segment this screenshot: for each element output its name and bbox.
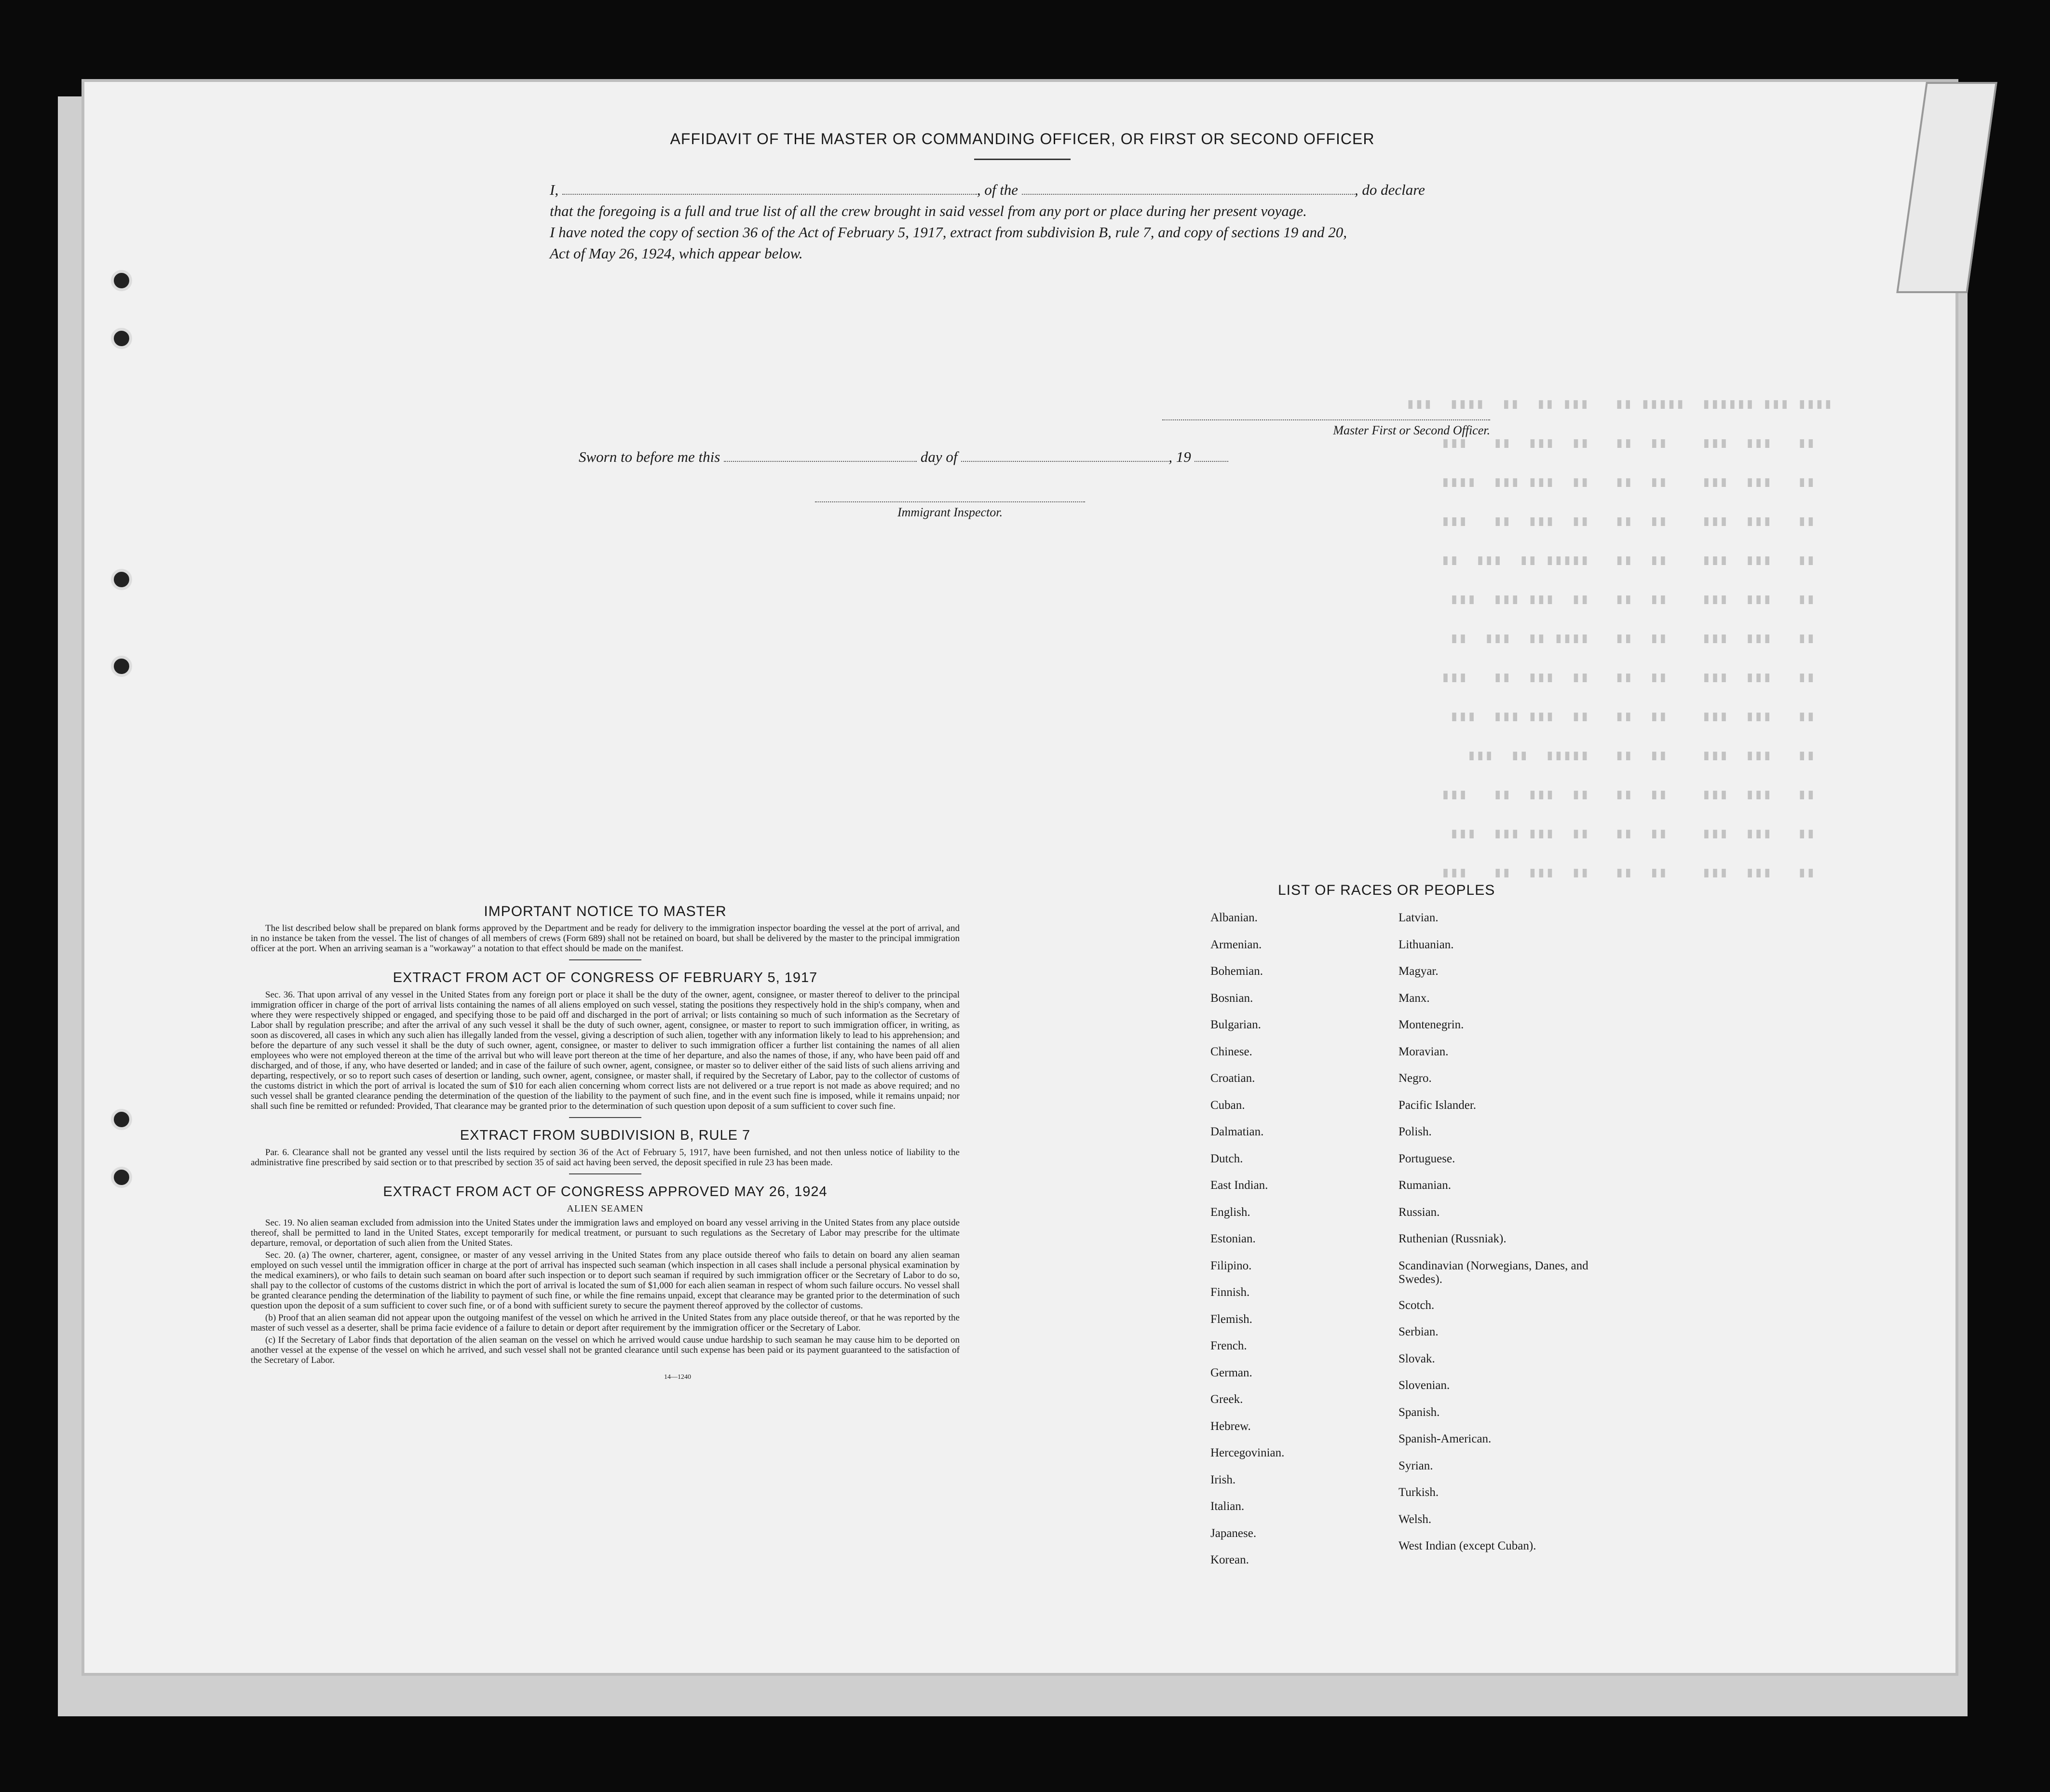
sworn-label: Sworn to before me this (579, 448, 720, 465)
race-item: Dutch. (1210, 1152, 1243, 1165)
binder-hole (111, 569, 132, 590)
race-item: Albanian. (1210, 911, 1258, 924)
race-item: Japanese. (1210, 1526, 1257, 1540)
race-item: West Indian (except Cuban). (1398, 1539, 1536, 1552)
vessel-name-field[interactable] (1022, 182, 1355, 195)
race-item: East Indian. (1210, 1179, 1268, 1192)
section-body: (b) Proof that an alien seaman did not appear upon the outgoing manifest of the vessel on which he arrived in the United States from any place outside thereof, or that he was reported by the master of such vessel as a deserter, shall be prima facie evidence of a failure to detain or deport after requirement by the immigration officer or the Secretary of Labor. (251, 1313, 960, 1333)
race-item: Magyar. (1398, 965, 1439, 978)
race-item: Portuguese. (1398, 1152, 1455, 1165)
race-item: French. (1210, 1339, 1247, 1352)
race-item: Italian. (1210, 1500, 1245, 1513)
race-item: Scotch. (1398, 1298, 1435, 1312)
race-item: Montenegrin. (1398, 1018, 1464, 1031)
section-title: EXTRACT FROM ACT OF CONGRESS APPROVED MAY 26, 1924 (383, 1184, 828, 1199)
master-signature-line[interactable]: Master First or Second Officer. (1162, 419, 1490, 438)
race-item: Slovenian. (1398, 1379, 1450, 1392)
race-item: Irish. (1210, 1473, 1236, 1486)
race-item: Syrian. (1398, 1459, 1433, 1472)
race-item: Finnish. (1210, 1286, 1250, 1299)
race-item: Estonian. (1210, 1232, 1256, 1245)
affidavit-statement: Act of May 26, 1924, which appear below. (550, 245, 803, 262)
race-item: Pacific Islander. (1398, 1098, 1477, 1112)
race-item: Latvian. (1398, 911, 1439, 924)
race-item: Bulgarian. (1210, 1018, 1261, 1031)
race-item: Russian. (1398, 1205, 1440, 1219)
divider (974, 159, 1071, 160)
section-body: (c) If the Secretary of Labor finds that deportation of the alien seaman on the vessel on which he arrived would cause undue hardship to such seaman he may cause him to be deported on another vessel at the expense of the vessel on which he arrived, and such vessel shall not be granted clearance until such expense has been paid or its payment guaranteed to the satisfaction of the Secretary of Labor. (251, 1335, 960, 1365)
binder-hole (111, 1109, 132, 1130)
race-item: Rumanian. (1398, 1179, 1452, 1192)
race-item: Armenian. (1210, 938, 1262, 951)
races-section (1206, 882, 1640, 1566)
races-column-right (1398, 911, 1630, 1566)
binder-hole (111, 656, 132, 677)
binder-holes (111, 231, 140, 1196)
race-item: German. (1210, 1366, 1252, 1379)
section-body: Sec. 20. (a) The owner, charterer, agent, consignee, or master of any vessel arriving in the United States from any place outside thereof who fails to detain on board any alien seaman employed on such vessel until the immigration officer in charge at the port of arrival has inspected such seaman (which inspection in all cases shall include a personal physical examination by the medical examiners), or who fails to detain such seaman on board after such inspection or to deport such seaman if required by such immigration officer or the Secretary of Labor to do so, shall pay to the collector of customs of the customs district in which the port of arrival is located the sum of $1,000 for each alien seaman in respect of whom such failure occurs. No vessel shall be granted clearance pending the determination of the liability to payment of such fine, or while the fine remains unpaid, except that clearance may be granted prior to the determination of such question upon the deposit of a sum sufficient to cover such fine, or of a bond with sufficient surety to secure the payment thereof approved by the collector of customs. (251, 1250, 960, 1311)
affidavit-title: AFFIDAVIT OF THE MASTER OR COMMANDING OFFICER, OR FIRST OR SECOND OFFICER (670, 130, 1375, 148)
binder-hole (111, 328, 132, 349)
divider (569, 959, 641, 960)
section-body: Par. 6. Clearance shall not be granted any vessel until the lists required by section 36 of the Act of February 5, 1917, have been furnished, and not then unless notice of liability to the administrative fine prescribed by said section or to that prescribed by section 35 of said act having been served, the deposit specified in rule 23 has been made. (251, 1147, 960, 1168)
race-item: Polish. (1398, 1125, 1432, 1138)
declarant-label: I, (550, 181, 559, 198)
race-item: Korean. (1210, 1553, 1249, 1566)
day-of-label: day of (920, 448, 958, 465)
year-label: , 19 (1168, 448, 1191, 465)
races-column-left (1210, 911, 1284, 1580)
race-item: Dalmatian. (1210, 1125, 1264, 1138)
race-item: Negro. (1398, 1072, 1432, 1085)
race-item: Moravian. (1398, 1045, 1449, 1058)
race-item: Spanish. (1398, 1405, 1440, 1419)
inspector-signature-line[interactable]: Immigrant Inspector. (815, 501, 1085, 520)
vessel-label: , of the (977, 181, 1018, 198)
declarant-name-field[interactable] (562, 182, 977, 195)
race-item: Ruthenian (Russniak). (1398, 1232, 1507, 1245)
section-body: Sec. 36. That upon arrival of any vessel in the United States from any foreign port or place it shall be the duty of the owner, agent, consignee, or master thereof to deliver to the principal immigration officer in charge of the port of arrival lists containing the names of all aliens employed on such vessel, stating the positions they respectively hold in the ship's company, when and where they were respectively shipped or engaged, and specifying those to be paid off and discharged in the port of arrival; or lists containing so much of such information as the Secretary of Labor shall by regulation prescribe; and after the arrival of any such vessel it shall be the duty of such owner, agent, consignee, or master to report to such immigration officer, in writing, as soon as discovered, all cases in which any such alien has illegally landed from the vessel, giving a description of such alien, together with any information likely to lead to his apprehension; and before the departure of any such vessel it shall be the duty of such owner, agent, consignee, or master to deliver to such immigration officer a further list containing the names of all alien employees who were not employed thereon at the time of the arrival but who will leave port thereon at the time of her departure, and also the names of those, if any, who have been paid off and discharged, and of those, if any, who have deserted or landed; and in case of the failure of such owner, agent, consignee, or master so to deliver either of the said lists of such aliens arriving and departing, respectively, or so to report such cases of desertion or landing, such owner, agent, consignee, or master shall, if required by the Secretary of Labor, pay to the collector of customs of the customs district in which the port of arrival is located the sum of $10 for each alien concerning whom correct lists are not delivered or a true report is not made as above required; and no such vessel shall be granted clearance pending the determination of the question of the liability to the payment of such fine, and in the event such fine is imposed, while it remains unpaid; nor shall such fine be remitted or refunded: Provided, That clearance may be granted prior to the determination of such question upon deposit of a sum sufficient to cover such fine. (251, 990, 960, 1111)
bleed-through-crew-list: ▮▮▮▮ ▮▮▮ ▮▮▮▮▮▮ ▮▮▮▮▮ ▮▮ ▮▮▮ ▮▮ ▮▮ ▮▮▮▮ ▮▮▮ ▮▮ ▮▮▮ ▮▮▮ ▮▮ ▮▮ ▮▮ ▮▮▮ ▮▮ ▮▮▮ ▮▮ ▮▮▮ ▮▮▮ ▮▮ ▮▮ ▮▮ ▮▮▮ ▮▮▮ ▮▮▮▮ ▮▮ ▮▮▮ ▮▮▮ ▮▮ ▮▮ ▮▮ ▮▮▮ ▮▮ ▮▮▮ ▮▮ ▮▮▮ ▮▮▮ ▮▮ ▮▮ ▮▮▮▮▮ ▮▮ ▮▮▮ ▮▮ ▮▮ ▮▮▮ ▮▮▮ ▮▮ ▮▮ ▮▮ ▮▮▮ ▮▮▮ ▮▮▮ ▮▮ ▮▮▮ ▮▮▮ ▮▮ ▮▮ ▮▮▮▮ ▮▮ ▮▮▮ ▮▮ ▮▮ ▮▮▮ ▮▮▮ ▮▮ ▮▮ ▮▮ ▮▮▮ ▮▮ ▮▮▮ ▮▮ ▮▮▮ ▮▮▮ ▮▮ ▮▮ ▮▮ ▮▮▮ ▮▮▮ ▮▮▮ ▮▮ ▮▮▮ ▮▮▮ ▮▮ ▮▮ ▮▮▮▮▮ ▮▮ ▮▮▮ ▮▮ ▮▮▮ ▮▮▮ ▮▮ ▮▮ ▮▮ ▮▮▮ ▮▮ ▮▮▮ ▮▮ ▮▮▮ ▮▮▮ ▮▮ ▮▮ ▮▮ ▮▮▮ ▮▮▮ ▮▮▮ ▮▮ ▮▮▮ ▮▮▮ ▮▮ ▮▮ ▮▮ ▮▮▮ ▮▮ ▮▮▮ (1406, 397, 1833, 882)
section-subtitle: ALIEN SEAMEN (567, 1203, 644, 1214)
divider (569, 1173, 641, 1174)
race-item: Bosnian. (1210, 991, 1253, 1005)
race-item: Bohemian. (1210, 965, 1263, 978)
race-item: English. (1210, 1205, 1250, 1219)
affidavit-statement: I have noted the copy of section 36 of the Act of February 5, 1917, extract from subdivision B, rule 7, and copy of sections 19 and 20, (550, 224, 1347, 241)
race-item: Welsh. (1398, 1512, 1432, 1526)
section-title: EXTRACT FROM ACT OF CONGRESS OF FEBRUARY 5, 1917 (393, 970, 818, 985)
races-title: LIST OF RACES OR PEOPLES (1278, 882, 1495, 898)
section-body: Sec. 19. No alien seaman excluded from admission into the United States under the immigration laws and employed on board any vessel arriving in the United States from any place outside thereof, shall be permitted to land in the United States, except temporarily for medical treatment, or pursuant to such regulations as the Secretary of Labor may prescribe for the ultimate departure, removal, or deportation of such alien from the United States. (251, 1218, 960, 1248)
race-item: Lithuanian. (1398, 938, 1454, 951)
race-item: Spanish-American. (1398, 1432, 1492, 1445)
affidavit-statement: that the foregoing is a full and true list of all the crew brought in said vessel from any port or place during her present voyage. (550, 202, 1307, 219)
section-title: EXTRACT FROM SUBDIVISION B, RULE 7 (460, 1128, 751, 1143)
affidavit-section (550, 130, 1495, 519)
notice-body: The list described below shall be prepared on blank forms approved by the Department and be ready for delivery to the immigration inspector boarding the vessel at the port of arrival, and in no instance be taken from the vessel. The list of changes of all members of crews (Form 689) shall not be retained on board, but shall be delivered by the master to the principal immigration officer at the port. When an arriving seaman is a "workaway" a notation to that effect should be made on the manifest. (251, 923, 960, 954)
race-item: Turkish. (1398, 1486, 1439, 1499)
race-item: Scandinavian (Norwegians, Danes, and Swedes). (1398, 1259, 1588, 1286)
notice-title: IMPORTANT NOTICE TO MASTER (484, 903, 727, 919)
race-item: Serbian. (1398, 1325, 1439, 1338)
divider (569, 1117, 641, 1118)
race-item: Slovak. (1398, 1352, 1435, 1365)
race-item: Hebrew. (1210, 1419, 1251, 1433)
declare-label: , do declare (1354, 181, 1425, 198)
race-item: Hercegovinian. (1210, 1446, 1285, 1459)
race-item: Greek. (1210, 1393, 1243, 1406)
notice-section (251, 903, 960, 1382)
form-number: 14—1240 (664, 1374, 691, 1381)
binder-hole (111, 1167, 132, 1188)
race-item: Manx. (1398, 991, 1430, 1005)
binder-hole (111, 270, 132, 291)
race-item: Croatian. (1210, 1072, 1255, 1085)
race-item: Chinese. (1210, 1045, 1252, 1058)
race-item: Cuban. (1210, 1098, 1245, 1112)
race-item: Flemish. (1210, 1312, 1252, 1326)
race-item: Filipino. (1210, 1259, 1252, 1272)
